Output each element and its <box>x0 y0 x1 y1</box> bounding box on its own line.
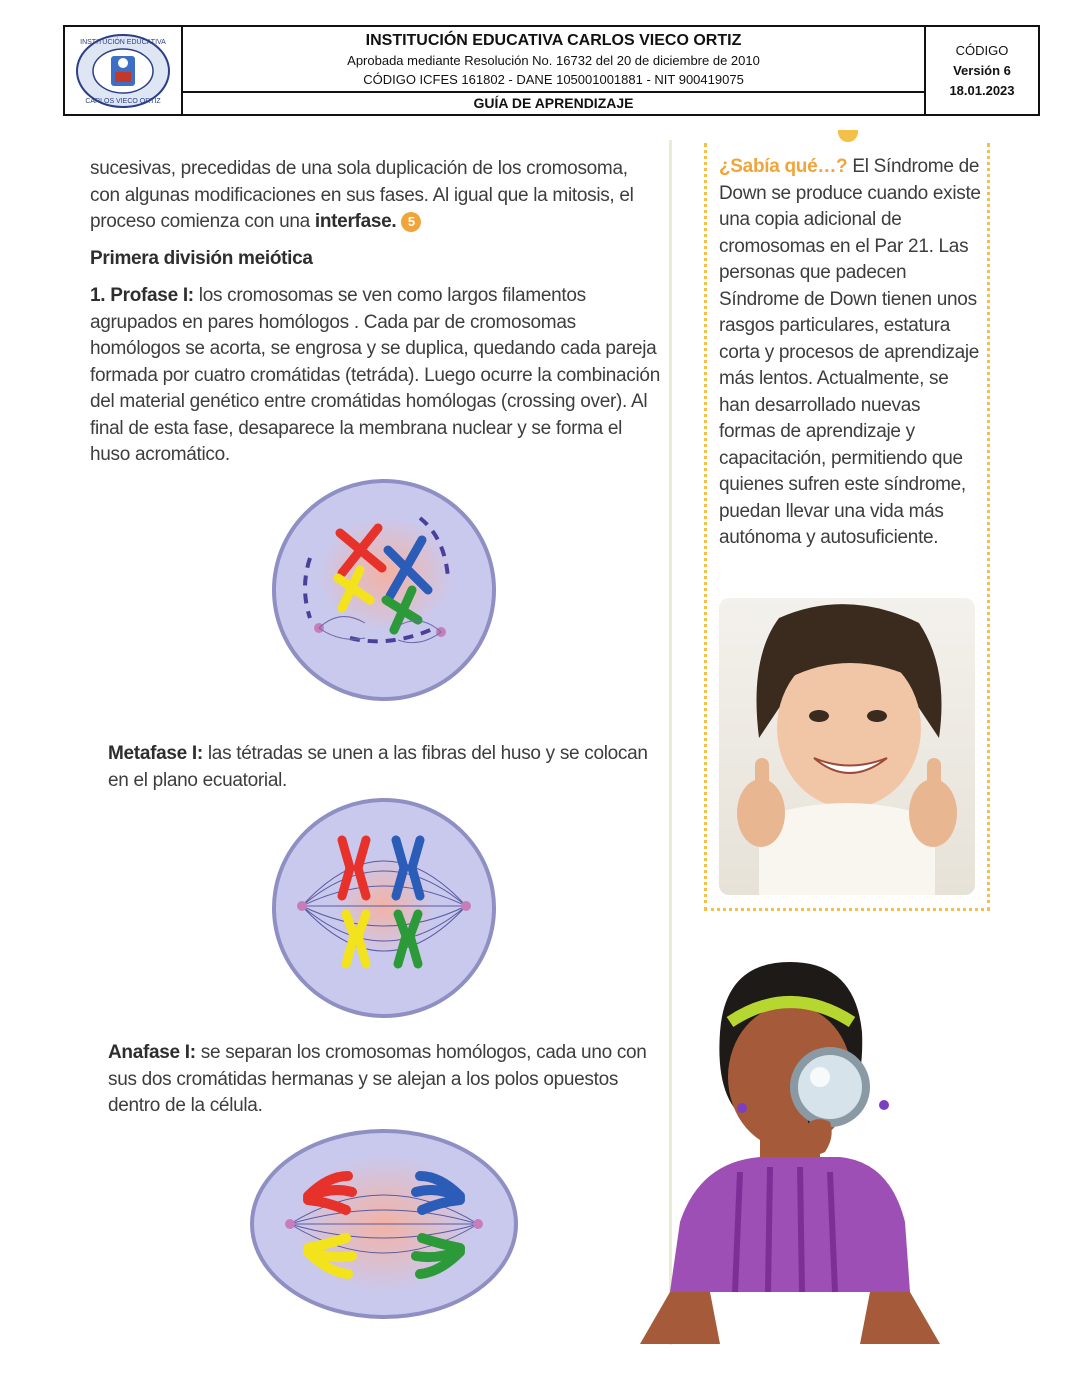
metaphase-paragraph <box>108 741 658 794</box>
prophase-number: 1. <box>90 285 106 306</box>
interfase-term: interfase. <box>314 211 397 232</box>
prophase-text: los cromosomas se ven como largos filamentos agrupados en pares homólogos . Cada par de cromosomas homólogos se acorta, se engrosa y se duplica, quedando cada pareja formada por cuatro cromátidas (tetráda). Luego ocurre la combinación del material genético entre cromátidas homólogas (crossing over). Al final de esta fase, desaparece la membrana nuclear y se forma el huso acromático. <box>90 285 660 465</box>
header-center <box>183 27 924 114</box>
version-label: Versión 6 <box>953 62 1011 78</box>
section-title: Primera división meiótica <box>90 248 313 269</box>
did-you-know-body: El Síndrome de Down se produce cuando existe una copia adicional de cromosomas en el Par 21. Las personas que padecen Síndrome de Down tienen unos rasgos particulares, estatura corta y procesos de aprendizaje más lentos. Actualmente, se han desarrollado nuevas formas de aprendizaje y capacitación, permitiendo que quienes sufren este síndrome, puedan llevar una vida más autónoma y autosuficiente. <box>719 156 981 548</box>
version-block <box>924 27 1038 114</box>
did-you-know-text <box>719 154 981 552</box>
anaphase-cell-diagram <box>248 1126 520 1322</box>
anaphase-paragraph <box>108 1040 668 1120</box>
resolution-line: Aprobada mediante Resolución No. 16732 del 20 de diciembre de 2010 <box>347 53 760 68</box>
document-header <box>63 25 1040 116</box>
school-logo <box>65 27 183 114</box>
version-date: 18.01.2023 <box>949 82 1015 98</box>
metaphase-label: Metafase I: <box>108 743 203 764</box>
girl-thumbs-up-photo <box>719 598 975 895</box>
did-you-know-heading: ¿Sabía qué…? <box>719 156 848 177</box>
document-title: GUÍA DE APRENDIZAJE <box>183 91 924 114</box>
intro-text: sucesivas, precedidas de una sola duplicación de los cromosoma, con algunas modificaciones en sus fases. Al igual que la mitosis, el proceso comienza con una <box>90 158 634 232</box>
logo-text-top: INSTITUCIÓN EDUCATIVA <box>80 38 166 46</box>
prophase-cell-diagram <box>270 478 498 703</box>
metaphase-cell-diagram <box>270 796 498 1021</box>
institution-name: INSTITUCIÓN EDUCATIVA CARLOS VIECO ORTIZ <box>365 32 742 49</box>
logo-text-bottom: CARLOS VIECO ORTIZ <box>85 97 161 105</box>
prophase-paragraph <box>90 283 660 469</box>
sidebar-tab-marker <box>838 130 858 142</box>
code-label: CÓDIGO <box>955 42 1009 58</box>
intro-paragraph <box>90 156 650 236</box>
anaphase-text: se separan los cromosomas homólogos, cada uno con sus dos cromátidas hermanas y se alejan a los polos opuestos dentro de la célula. <box>108 1042 647 1116</box>
girl-magnifier-illustration <box>640 962 940 1344</box>
codes-line: CÓDIGO ICFES 161802 - DANE 105001001881 - NIT 900419075 <box>363 72 744 87</box>
metaphase-text: las tétradas se unen a las fibras del huso y se colocan en el plano ecuatorial. <box>108 743 648 791</box>
number-badge: 5 <box>401 212 421 232</box>
prophase-label: Profase I: <box>110 285 194 306</box>
anaphase-label: Anafase I: <box>108 1042 196 1063</box>
